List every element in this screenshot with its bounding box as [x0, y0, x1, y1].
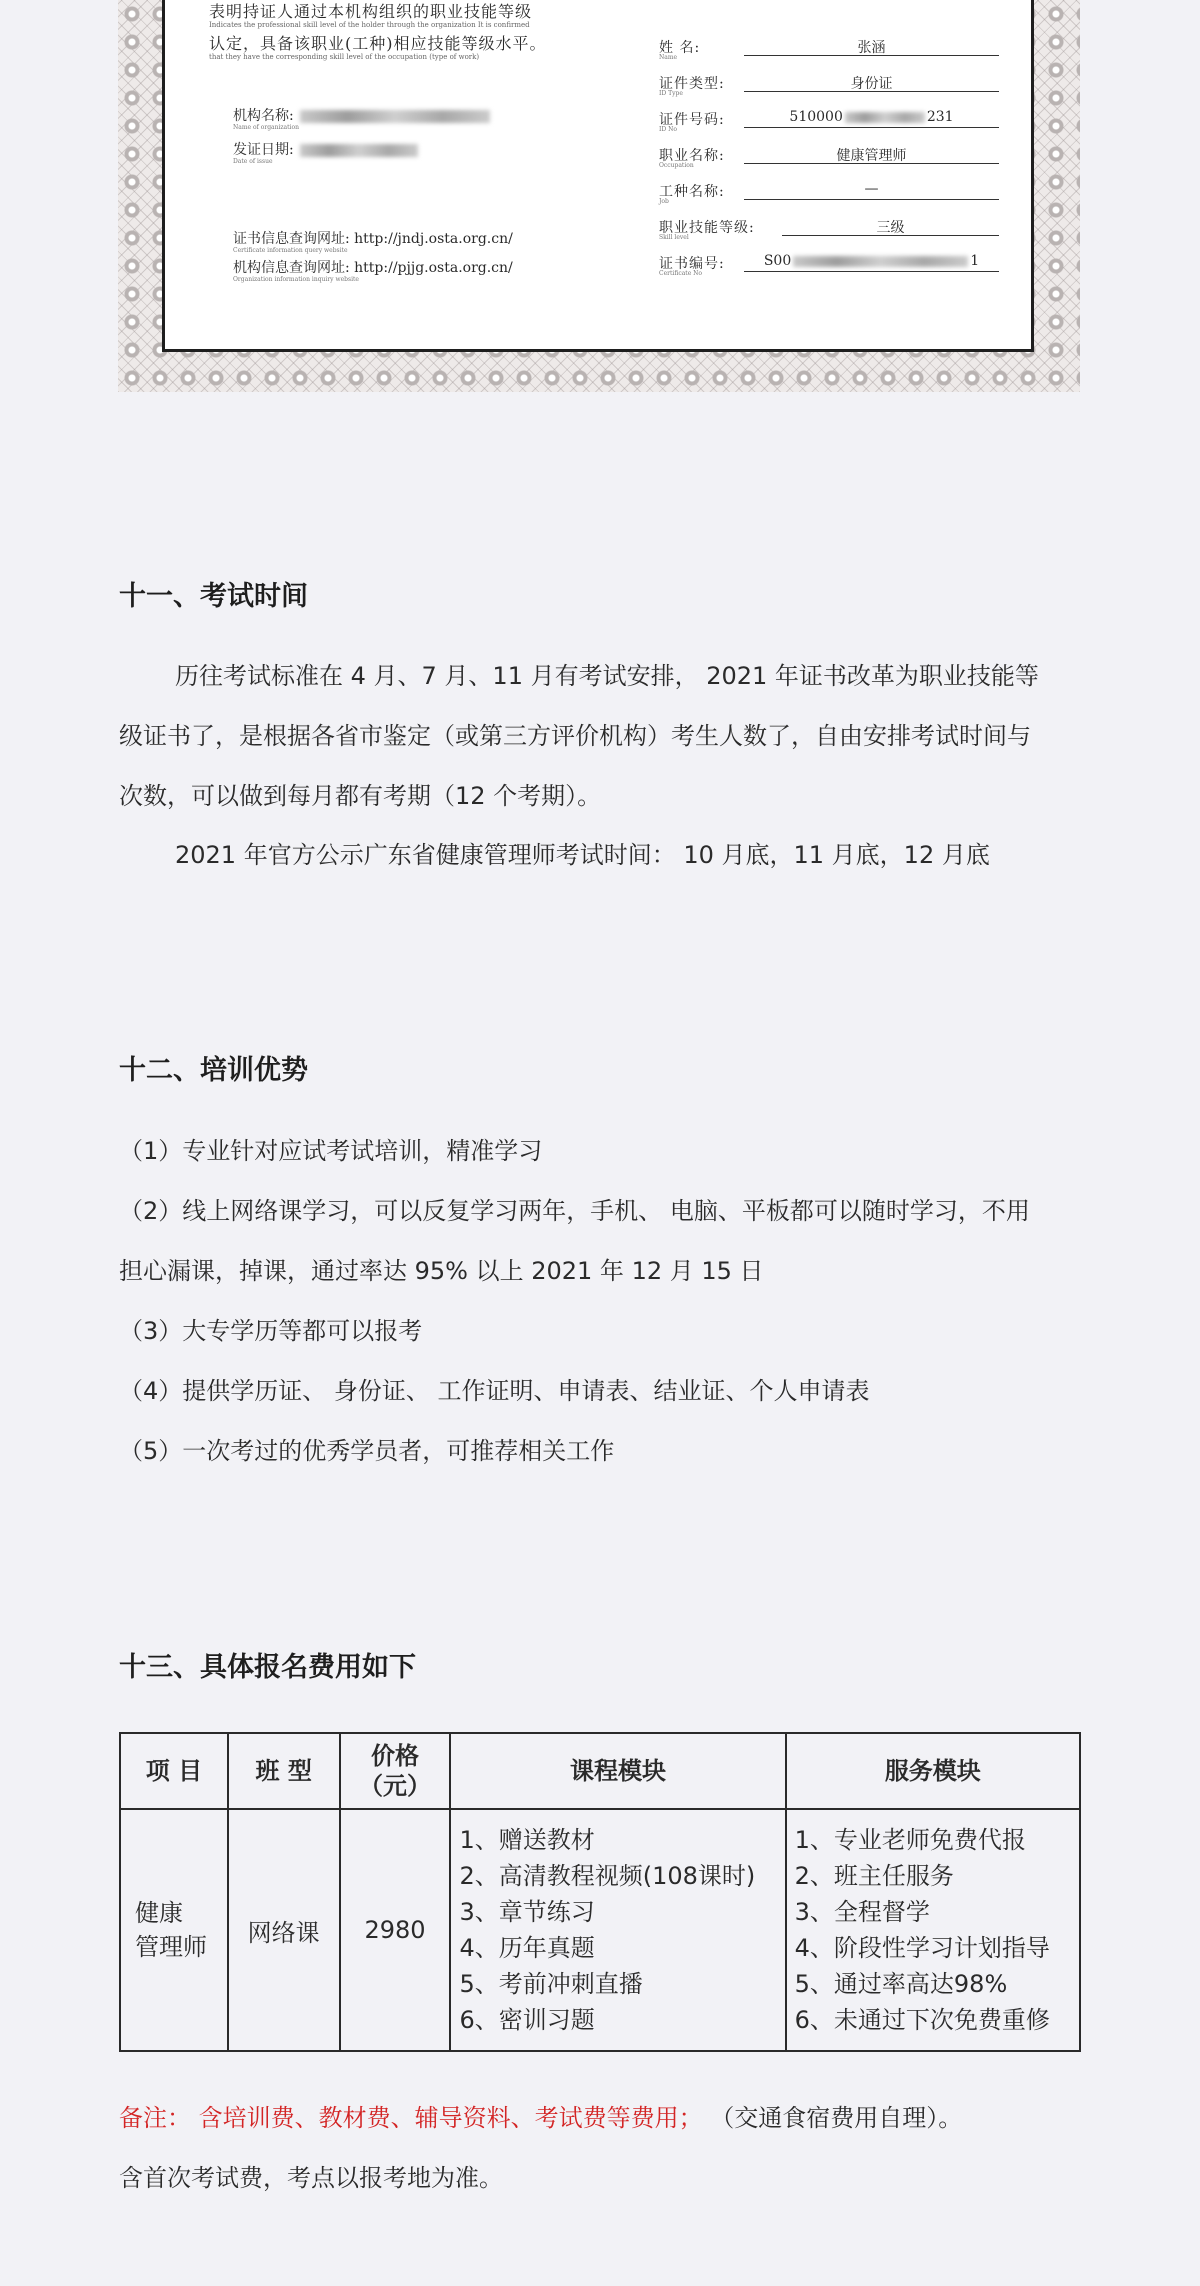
advantage-item: （4）提供学历证、 身份证、 工作证明、申请表、结业证、个人申请表 [119, 1377, 870, 1405]
cert-query-label-en: Certificate information query website [233, 247, 348, 254]
cert-field-label-en: ID No [659, 126, 677, 133]
cert-field-value: 身份证 [744, 73, 999, 92]
cell-services [786, 1809, 1080, 2051]
project-line2: 管理师 [135, 1933, 207, 1961]
cert-field-value: 三级 [782, 217, 999, 236]
cert-field-label-en: ID Type [659, 90, 683, 97]
course-item: 6、密训习题 [459, 2006, 595, 2034]
section11-title: 十一、考试时间 [119, 581, 308, 612]
header-course-module: 课程模块 [450, 1733, 785, 1809]
header-service-module: 服务模块 [786, 1733, 1080, 1809]
header-price [340, 1733, 451, 1809]
course-item: 5、考前冲刺直播 [459, 1970, 643, 1998]
section11-paragraph1-line3: 次数，可以做到每月都有考期（12 个考期）。 [119, 782, 602, 810]
cert-intro-line1: 表明持证人通过本机构组织的职业技能等级 [209, 2, 533, 21]
cert-field-id-number [659, 109, 999, 145]
advantage-item: （5）一次考过的优秀学员者，可推荐相关工作 [119, 1437, 615, 1465]
cert-field-id-type [659, 73, 999, 109]
header-price-line1: 价格 [370, 1742, 419, 1770]
redacted-cert-no [793, 256, 968, 267]
table-row [120, 1809, 1080, 2051]
advantage-item: 担心漏课，掉课，通过率达 95% 以上 2021 年 12 月 15 日 [119, 1257, 764, 1285]
cert-field-label: 证件号码: [659, 112, 725, 128]
redacted-org-name [300, 110, 490, 123]
cert-field-label-en: Occupation [659, 162, 694, 169]
cert-field-value: 健康管理师 [744, 145, 999, 164]
service-item: 2、班主任服务 [794, 1862, 954, 1890]
fee-note-black: （交通食宿费用自理）。 [702, 2104, 963, 2132]
fee-table-header-row [120, 1733, 1080, 1809]
cert-intro-line1-en: Indicates the professional skill level of the holder through the organization It is confirmed [209, 21, 530, 29]
cert-field-label-en: Name [659, 54, 678, 61]
section11-paragraph1-line1: 历往考试标准在 4 月、7 月、11 月有考试安排， 2021 年证书改革为职业技能等 [175, 662, 1039, 690]
service-item: 3、全程督学 [794, 1898, 930, 1926]
section12-title: 十二、培训优势 [119, 1055, 308, 1086]
section11-paragraph2: 2021 年官方公示广东省健康管理师考试时间： 10 月底，11 月底，12 月底 [175, 841, 990, 869]
cert-field-name [659, 37, 999, 73]
service-item: 1、专业老师免费代报 [794, 1826, 1026, 1854]
cert-intro-line2: 认定，具备该职业(工种)相应技能等级水平。 [209, 34, 547, 53]
course-item: 1、赠送教材 [459, 1826, 595, 1854]
cert-field-label: 工种名称: [659, 184, 725, 200]
cert-field-value [744, 109, 999, 128]
cert-field-label: 职业技能等级: [659, 220, 755, 236]
id-suffix: 231 [926, 109, 954, 125]
section13-title: 十三、具体报名费用如下 [119, 1652, 416, 1683]
cert-intro-line2-en: that they have the corresponding skill level of the occupation (type of work) [209, 53, 480, 61]
project-line1: 健康 [135, 1899, 183, 1927]
course-item: 4、历年真题 [459, 1934, 595, 1962]
cert-field-label: 证件类型: [659, 76, 725, 92]
org-query-website [233, 257, 513, 283]
cert-no-prefix: S00 [763, 253, 792, 269]
cert-field-label: 姓 名: [659, 40, 701, 56]
cert-query-website [233, 228, 513, 254]
service-item: 6、未通过下次免费重修 [794, 2006, 1050, 2034]
cert-issue-date-label: 发证日期: [233, 142, 294, 158]
cert-field-label-en: Certificate No [659, 270, 703, 277]
redacted-id [845, 112, 925, 123]
cert-field-value: — [744, 181, 999, 200]
cert-field-value: 张涵 [744, 37, 999, 56]
advantage-item: （2）线上网络课学习，可以反复学习两年，手机、 电脑、平板都可以随时学习，不用 [119, 1197, 1030, 1225]
header-class-type: 班 型 [228, 1733, 340, 1809]
org-query-label: 机构信息查询网址: http://pjjg.osta.org.cn/ [233, 260, 513, 276]
cert-field-label-en: Job [659, 198, 669, 205]
advantage-item: （3）大专学历等都可以报考 [119, 1317, 423, 1345]
fee-note-line2: 含首次考试费，考点以报考地为准。 [119, 2164, 503, 2192]
cert-no-suffix: 1 [970, 253, 980, 269]
advantage-item: （1）专业针对应试考试培训，精准学习 [119, 1137, 543, 1165]
cert-field-label: 证书编号: [659, 256, 725, 272]
certificate-image [162, 0, 1034, 352]
service-item: 4、阶段性学习计划指导 [794, 1934, 1050, 1962]
fee-note [119, 2098, 1089, 2133]
id-prefix: 510000 [789, 109, 843, 125]
cell-courses [450, 1809, 785, 2051]
fee-note-red: 备注： 含培训费、教材费、辅导资料、考试费等费用； [119, 2104, 703, 2132]
redacted-issue-date [300, 144, 418, 157]
cert-issue-date [233, 139, 418, 165]
fee-table [119, 1732, 1081, 2052]
header-price-line2: （元） [358, 1772, 431, 1800]
cell-class-type: 网络课 [228, 1809, 340, 2051]
cert-org-name-label-en: Name of organization [233, 124, 299, 131]
cert-field-cert-number [659, 253, 999, 289]
cert-field-job [659, 181, 999, 217]
cert-field-occupation [659, 145, 999, 181]
cell-project [120, 1809, 228, 2051]
header-project: 项 目 [120, 1733, 228, 1809]
cert-query-label: 证书信息查询网址: http://jndj.osta.org.cn/ [233, 231, 513, 247]
course-item: 2、高清教程视频(108课时) [459, 1862, 756, 1890]
service-item: 5、通过率高达98% [794, 1970, 1008, 1998]
cert-field-value [744, 253, 999, 272]
org-query-label-en: Organization information inquiry website [233, 276, 359, 283]
section11-paragraph1-line2: 级证书了，是根据各省市鉴定（或第三方评价机构）考生人数了，自由安排考试时间与 [119, 722, 1031, 750]
cert-org-name-label: 机构名称: [233, 108, 294, 124]
cert-field-skill-level [659, 217, 999, 253]
cert-issue-date-label-en: Date of issue [233, 158, 273, 165]
cell-price: 2980 [340, 1809, 451, 2051]
cert-field-label-en: Skill level [659, 234, 689, 241]
cert-field-label: 职业名称: [659, 148, 725, 164]
course-item: 3、章节练习 [459, 1898, 595, 1926]
cert-org-name [233, 105, 490, 131]
